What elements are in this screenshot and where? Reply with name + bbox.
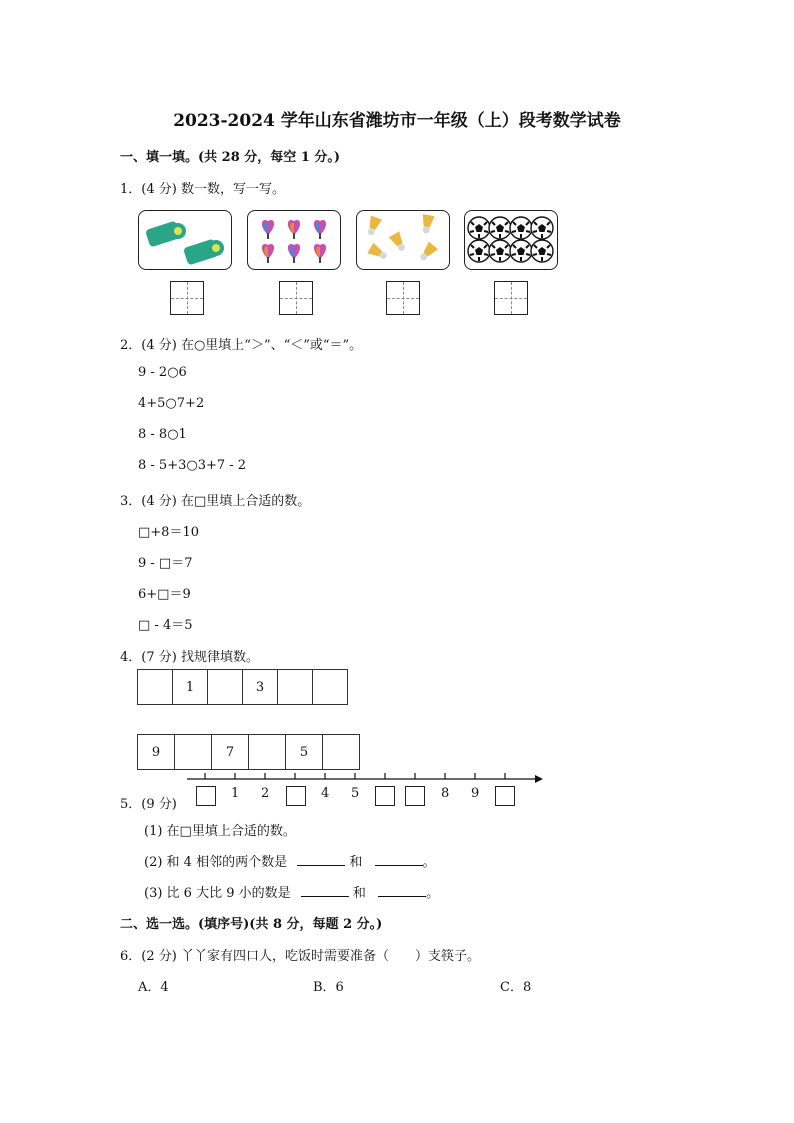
sequence-cell[interactable]: [174, 734, 212, 770]
fill-item: 6+□＝9: [138, 587, 191, 602]
sequence-row-1: [137, 669, 348, 705]
numberline-number: 4: [321, 786, 330, 801]
football-icon: [468, 217, 553, 262]
part-2-text: (2) 和 4 相邻的两个数是: [144, 855, 288, 870]
sequence-cell[interactable]: [248, 734, 286, 770]
fill-item: 9 - □＝7: [138, 556, 193, 571]
compare-item: 4+5○7+2: [138, 396, 205, 411]
and-text: 和: [349, 855, 363, 870]
question-4: 4．(7 分) 找规律填数。: [120, 650, 259, 665]
sequence-cell: 9: [137, 734, 175, 770]
football-picture: [464, 210, 558, 270]
section-2-heading: 二、选一选。(填序号)(共 8 分，每题 2 分。): [120, 917, 383, 932]
option-b[interactable]: B．6: [313, 980, 344, 995]
numberline-blank[interactable]: [286, 786, 306, 806]
option-c[interactable]: C．8: [500, 980, 532, 995]
answer-grid-2[interactable]: [279, 281, 313, 315]
sequence-cell[interactable]: [322, 734, 360, 770]
compare-item: 8 - 8○1: [138, 427, 187, 442]
question-2: 2．(4 分) 在○里填上“＞”、“＜”或“＝”。: [120, 338, 363, 353]
sequence-cell: 7: [211, 734, 249, 770]
answer-grid-4[interactable]: [494, 281, 528, 315]
feather-picture: [247, 210, 341, 270]
answer-blank[interactable]: [378, 884, 426, 897]
sequence-cell: 1: [172, 669, 208, 705]
question-5-part-2: [144, 851, 436, 870]
sequence-cell: 5: [285, 734, 323, 770]
fill-item: □+8＝10: [138, 525, 199, 540]
sequence-row-2: [137, 734, 360, 770]
sequence-cell: 3: [242, 669, 278, 705]
sequence-cell[interactable]: [277, 669, 313, 705]
part-3-text: (3) 比 6 大比 9 小的数是: [144, 886, 291, 901]
period-text: 。: [422, 855, 436, 870]
sequence-cell[interactable]: [207, 669, 243, 705]
sequence-cell[interactable]: [312, 669, 348, 705]
option-a[interactable]: A．4: [138, 980, 169, 995]
section-1-heading: 一、填一填。(共 28 分，每空 1 分。): [120, 150, 341, 165]
numberline-blank[interactable]: [375, 786, 395, 806]
whistle-picture: [138, 210, 232, 270]
sequence-cell[interactable]: [137, 669, 173, 705]
numberline-number: 5: [351, 786, 360, 801]
whistle-icon: [145, 220, 186, 247]
answer-blank[interactable]: [301, 884, 349, 897]
answer-grid-1[interactable]: [170, 281, 204, 315]
numberline-blank[interactable]: [196, 786, 216, 806]
answer-grid-3[interactable]: [386, 281, 420, 315]
shuttlecock-icon: [364, 214, 438, 263]
numberline-number: 9: [471, 786, 480, 801]
whistle-icon: [183, 238, 224, 265]
page-title: 2023-2024 学年山东省潍坊市一年级（上）段考数学试卷: [173, 111, 621, 131]
answer-blank[interactable]: [375, 853, 423, 866]
feather-icon: [262, 220, 326, 263]
numberline-number: 2: [261, 786, 270, 801]
question-3: 3．(4 分) 在□里填上合适的数。: [120, 494, 311, 509]
badminton-picture: [356, 210, 450, 270]
question-1: 1．(4 分) 数一数，写一写。: [120, 182, 285, 197]
question-5: 5．(9 分): [120, 797, 177, 812]
question-5-part-1: (1) 在□里填上合适的数。: [144, 824, 296, 839]
numberline-number: 8: [441, 786, 450, 801]
answer-blank[interactable]: [297, 853, 345, 866]
compare-item: 9 - 2○6: [138, 365, 187, 380]
question-6: 6．(2 分) 丫丫家有四口人，吃饭时需要准备（ ）支筷子。: [120, 949, 480, 964]
numberline-blank[interactable]: [405, 786, 425, 806]
and-text: 和: [352, 886, 366, 901]
period-text: 。: [426, 886, 440, 901]
question-5-part-3: [144, 882, 439, 901]
compare-item: 8 - 5+3○3+7 - 2: [138, 458, 247, 473]
numberline-number: 1: [231, 786, 240, 801]
fill-item: □ - 4＝5: [138, 618, 193, 633]
numberline-blank[interactable]: [495, 786, 515, 806]
